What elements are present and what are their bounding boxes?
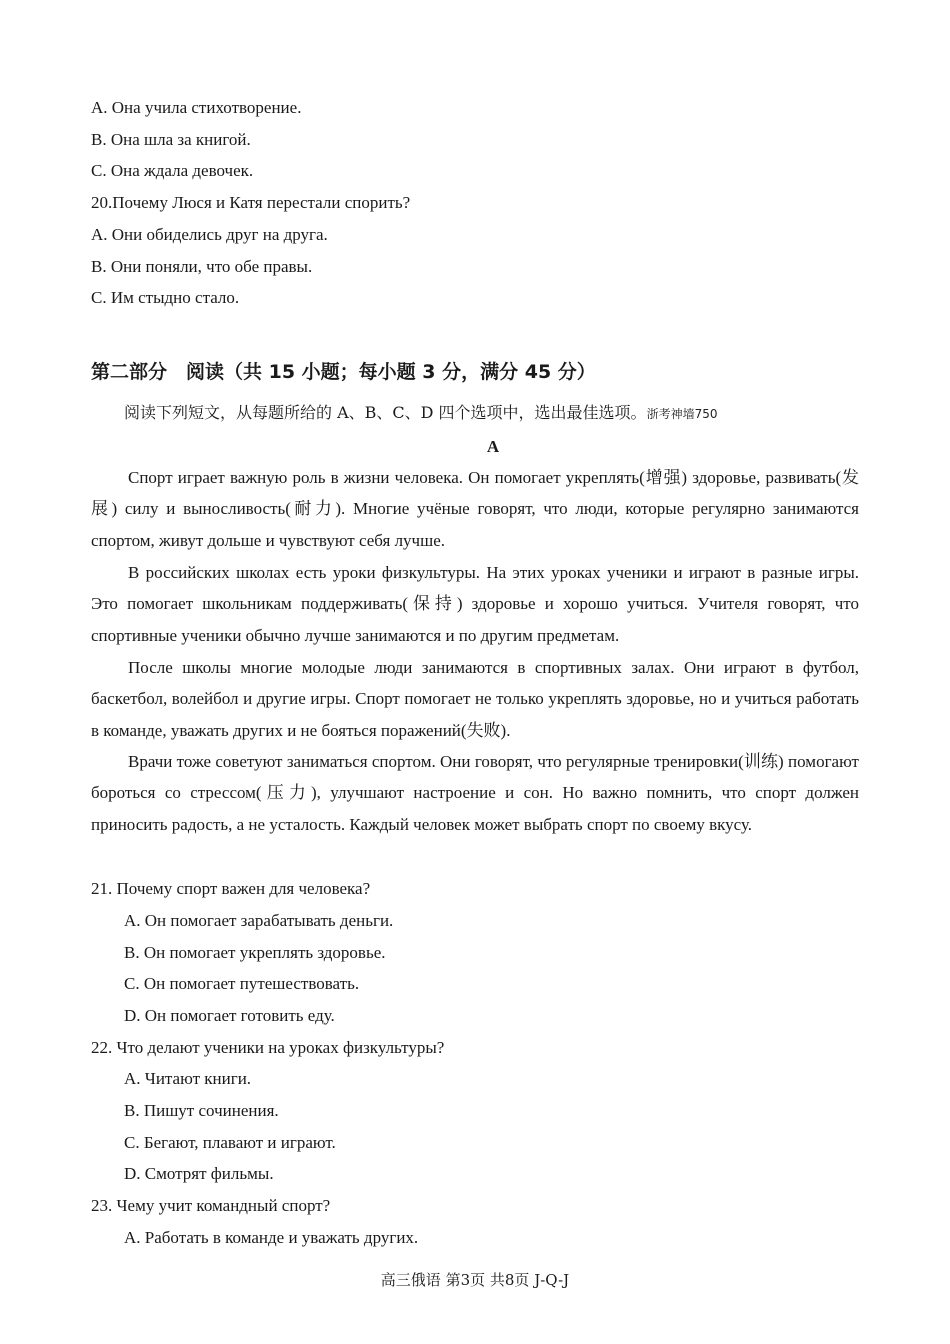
option-22-d: D. Смотрят фильмы. — [124, 1164, 274, 1183]
passage-paragraph-4: Врачи тоже советуют заниматься спортом. Они говорят, что регулярные тренировки(训练) помогают бороться со стрессом(压力), улучшают настроение и сон. Но важно помнить, что спорт должен приносить радость, а не усталость. Каждый человек может выбрать спорт по своему вкусу. — [91, 752, 859, 834]
page-footer: 高三俄语 第3页 共8页 J-Q-J — [380, 1271, 570, 1289]
instruction-text: 阅读下列短文，从每题所给的 A、B、C、D 四个选项中，选出最佳选项。 — [124, 403, 647, 422]
question-20: 20.Почему Люся и Катя перестали спорить? — [91, 193, 411, 212]
section-title: 第二部分 阅读（共 15 小题；每小题 3 分，满分 45 分） — [91, 361, 596, 383]
option-22-a: A. Читают книги. — [124, 1069, 252, 1088]
passage-paragraph-1: Спорт играет важную роль в жизни человека. Он помогает укреплять(增强) здоровье, развивать(发展) силу и выносливость(耐力). Многие учёные говорят, что люди, которые регулярно занимаются спортом, живут дольше и чувствуют себя лучше. — [91, 468, 859, 550]
option-20-b: B. Они поняли, что обе правы. — [91, 257, 313, 276]
option-22-b: B. Пишут сочинения. — [124, 1101, 279, 1120]
option-21-a: A. Он помогает зарабатывать деньги. — [124, 911, 394, 930]
option-20-c: C. Им стыдно стало. — [91, 288, 240, 307]
question-22: 22. Что делают ученики на уроках физкультуры? — [91, 1038, 445, 1057]
option-prev-c: C. Она ждала девочек. — [91, 161, 254, 180]
option-23-a: A. Работать в команде и уважать других. — [124, 1228, 419, 1247]
option-20-a: A. Они обиделись друг на друга. — [91, 225, 328, 244]
question-23: 23. Чему учит командный спорт? — [91, 1196, 331, 1215]
watermark: 浙考神墙750 — [646, 407, 718, 421]
section-instruction — [124, 402, 717, 425]
passage-paragraph-3: После школы многие молодые люди занимаются в спортивных залах. Они играют в футбол, баскетбол, волейбол и другие игры. Спорт помогает не только укреплять здоровье, но и учиться работать в команде, уважать других и не бояться поражений(失败). — [91, 658, 859, 740]
option-21-b: B. Он помогает укреплять здоровье. — [124, 943, 386, 962]
option-22-c: C. Бегают, плавают и играют. — [124, 1133, 336, 1152]
option-21-c: C. Он помогает путешествовать. — [124, 974, 360, 993]
option-21-d: D. Он помогает готовить еду. — [124, 1006, 335, 1025]
option-prev-b: B. Она шла за книгой. — [91, 130, 251, 149]
question-21: 21. Почему спорт важен для человека? — [91, 879, 371, 898]
passage-label: A — [486, 437, 500, 456]
passage-paragraph-2: В российских школах есть уроки физкультуры. На этих уроках ученики и играют в разные игры. Это помогает школьникам поддерживать(保持) здоровье и хорошо учиться. Учителя говорят, что спортивные ученики обычно лучше занимаются и по другим предметам. — [91, 563, 859, 645]
option-prev-a: A. Она учила стихотворение. — [91, 98, 302, 117]
